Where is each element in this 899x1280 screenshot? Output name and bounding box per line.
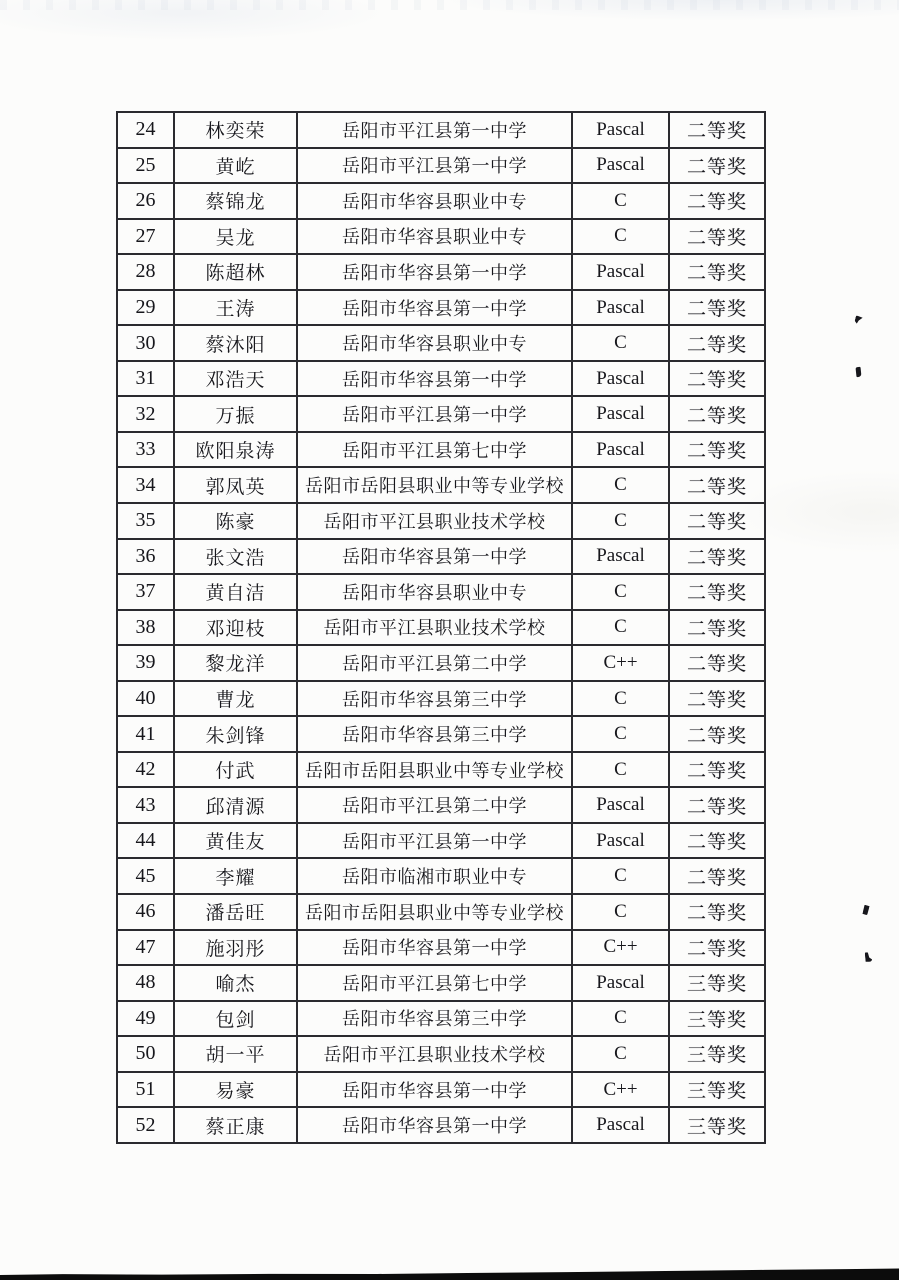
cell-award: 二等奖 bbox=[669, 752, 765, 788]
cell-language: Pascal bbox=[572, 1107, 669, 1143]
cell-award: 二等奖 bbox=[669, 112, 765, 148]
table-row bbox=[117, 1072, 765, 1108]
cell-language: Pascal bbox=[572, 290, 669, 326]
cell-school: 岳阳市华容县第一中学 bbox=[297, 1072, 572, 1108]
cell-award: 二等奖 bbox=[669, 823, 765, 859]
award-table-body bbox=[117, 112, 765, 1143]
cell-school: 岳阳市岳阳县职业中等专业学校 bbox=[297, 894, 572, 930]
cell-school: 岳阳市华容县职业中专 bbox=[297, 219, 572, 255]
cell-name: 邓浩天 bbox=[174, 361, 297, 397]
cell-school: 岳阳市临湘市职业中专 bbox=[297, 858, 572, 894]
cell-name: 陈豪 bbox=[174, 503, 297, 539]
cell-no: 44 bbox=[117, 823, 174, 859]
cell-school: 岳阳市华容县第一中学 bbox=[297, 930, 572, 966]
cell-school: 岳阳市华容县职业中专 bbox=[297, 183, 572, 219]
cell-name: 邓迎枝 bbox=[174, 610, 297, 646]
cell-name: 邱清源 bbox=[174, 787, 297, 823]
cell-school: 岳阳市岳阳县职业中等专业学校 bbox=[297, 752, 572, 788]
cell-school: 岳阳市华容县第三中学 bbox=[297, 681, 572, 717]
cell-award: 二等奖 bbox=[669, 396, 765, 432]
cell-school: 岳阳市华容县职业中专 bbox=[297, 325, 572, 361]
cell-name: 易豪 bbox=[174, 1072, 297, 1108]
cell-language: Pascal bbox=[572, 361, 669, 397]
cell-name: 王涛 bbox=[174, 290, 297, 326]
cell-name: 张文浩 bbox=[174, 539, 297, 575]
cell-language: C bbox=[572, 503, 669, 539]
cell-school: 岳阳市华容县第一中学 bbox=[297, 539, 572, 575]
cell-language: C bbox=[572, 894, 669, 930]
cell-award: 二等奖 bbox=[669, 503, 765, 539]
table-row bbox=[117, 361, 765, 397]
cell-name: 付武 bbox=[174, 752, 297, 788]
cell-no: 24 bbox=[117, 112, 174, 148]
cell-language: C bbox=[572, 219, 669, 255]
table-row bbox=[117, 930, 765, 966]
cell-school: 岳阳市平江县第七中学 bbox=[297, 965, 572, 1001]
cell-award: 二等奖 bbox=[669, 148, 765, 184]
award-table bbox=[116, 111, 766, 1144]
cell-no: 27 bbox=[117, 219, 174, 255]
cell-no: 35 bbox=[117, 503, 174, 539]
cell-no: 42 bbox=[117, 752, 174, 788]
cell-award: 二等奖 bbox=[669, 574, 765, 610]
cell-school: 岳阳市华容县第一中学 bbox=[297, 290, 572, 326]
cell-name: 万振 bbox=[174, 396, 297, 432]
cell-no: 38 bbox=[117, 610, 174, 646]
cell-language: C bbox=[572, 1036, 669, 1072]
cell-award: 二等奖 bbox=[669, 219, 765, 255]
table-row bbox=[117, 467, 765, 503]
cell-school: 岳阳市平江县第二中学 bbox=[297, 645, 572, 681]
cell-award: 二等奖 bbox=[669, 467, 765, 503]
cell-school: 岳阳市华容县职业中专 bbox=[297, 574, 572, 610]
table-row bbox=[117, 716, 765, 752]
table-row bbox=[117, 539, 765, 575]
cell-language: Pascal bbox=[572, 823, 669, 859]
table-row bbox=[117, 1001, 765, 1037]
cell-no: 51 bbox=[117, 1072, 174, 1108]
cell-school: 岳阳市平江县第二中学 bbox=[297, 787, 572, 823]
cell-name: 蔡锦龙 bbox=[174, 183, 297, 219]
cell-name: 朱剑锋 bbox=[174, 716, 297, 752]
cell-no: 40 bbox=[117, 681, 174, 717]
cell-name: 黄自洁 bbox=[174, 574, 297, 610]
cell-award: 三等奖 bbox=[669, 1036, 765, 1072]
cell-language: Pascal bbox=[572, 112, 669, 148]
cell-no: 25 bbox=[117, 148, 174, 184]
cell-award: 二等奖 bbox=[669, 290, 765, 326]
cell-no: 48 bbox=[117, 965, 174, 1001]
cell-name: 蔡正康 bbox=[174, 1107, 297, 1143]
cell-award: 二等奖 bbox=[669, 716, 765, 752]
cell-no: 31 bbox=[117, 361, 174, 397]
cell-school: 岳阳市华容县第一中学 bbox=[297, 361, 572, 397]
scan-noise-top bbox=[0, 0, 899, 10]
table-row bbox=[117, 325, 765, 361]
cell-award: 二等奖 bbox=[669, 930, 765, 966]
cell-award: 二等奖 bbox=[669, 183, 765, 219]
cell-language: C bbox=[572, 752, 669, 788]
cell-name: 潘岳旺 bbox=[174, 894, 297, 930]
table-row bbox=[117, 574, 765, 610]
cell-language: Pascal bbox=[572, 396, 669, 432]
cell-name: 李耀 bbox=[174, 858, 297, 894]
table-row bbox=[117, 610, 765, 646]
cell-name: 吴龙 bbox=[174, 219, 297, 255]
cell-language: Pascal bbox=[572, 539, 669, 575]
cell-award: 二等奖 bbox=[669, 432, 765, 468]
table-row bbox=[117, 681, 765, 717]
cell-language: C bbox=[572, 716, 669, 752]
cell-award: 二等奖 bbox=[669, 539, 765, 575]
cell-award: 二等奖 bbox=[669, 254, 765, 290]
cell-award: 二等奖 bbox=[669, 681, 765, 717]
table-row bbox=[117, 148, 765, 184]
cell-school: 岳阳市华容县第三中学 bbox=[297, 716, 572, 752]
cell-name: 喻杰 bbox=[174, 965, 297, 1001]
cell-name: 胡一平 bbox=[174, 1036, 297, 1072]
cell-language: Pascal bbox=[572, 254, 669, 290]
cell-award: 二等奖 bbox=[669, 325, 765, 361]
cell-language: Pascal bbox=[572, 148, 669, 184]
cell-award: 二等奖 bbox=[669, 361, 765, 397]
cell-language: Pascal bbox=[572, 965, 669, 1001]
cell-language: C bbox=[572, 1001, 669, 1037]
cell-name: 包剑 bbox=[174, 1001, 297, 1037]
cell-school: 岳阳市岳阳县职业中等专业学校 bbox=[297, 467, 572, 503]
table-row bbox=[117, 1036, 765, 1072]
cell-language: C++ bbox=[572, 930, 669, 966]
table-row bbox=[117, 752, 765, 788]
table-row bbox=[117, 858, 765, 894]
cell-no: 28 bbox=[117, 254, 174, 290]
table-row bbox=[117, 823, 765, 859]
cell-school: 岳阳市平江县职业技术学校 bbox=[297, 610, 572, 646]
table-row bbox=[117, 645, 765, 681]
cell-school: 岳阳市平江县第一中学 bbox=[297, 112, 572, 148]
ink-speck bbox=[862, 905, 869, 916]
table-row bbox=[117, 432, 765, 468]
table-row bbox=[117, 1107, 765, 1143]
table-row bbox=[117, 290, 765, 326]
cell-language: Pascal bbox=[572, 432, 669, 468]
cell-language: Pascal bbox=[572, 787, 669, 823]
cell-no: 47 bbox=[117, 930, 174, 966]
cell-award: 二等奖 bbox=[669, 787, 765, 823]
cell-school: 岳阳市平江县职业技术学校 bbox=[297, 1036, 572, 1072]
cell-no: 43 bbox=[117, 787, 174, 823]
cell-school: 岳阳市华容县第一中学 bbox=[297, 254, 572, 290]
cell-language: C++ bbox=[572, 1072, 669, 1108]
cell-award: 三等奖 bbox=[669, 1001, 765, 1037]
cell-language: C bbox=[572, 183, 669, 219]
cell-no: 34 bbox=[117, 467, 174, 503]
ink-speck bbox=[865, 952, 873, 962]
cell-language: C bbox=[572, 681, 669, 717]
cell-school: 岳阳市平江县职业技术学校 bbox=[297, 503, 572, 539]
cell-name: 欧阳泉涛 bbox=[174, 432, 297, 468]
cell-no: 45 bbox=[117, 858, 174, 894]
table-row bbox=[117, 965, 765, 1001]
cell-school: 岳阳市平江县第七中学 bbox=[297, 432, 572, 468]
cell-award: 三等奖 bbox=[669, 1072, 765, 1108]
cell-name: 曹龙 bbox=[174, 681, 297, 717]
ink-speck bbox=[855, 367, 861, 377]
cell-school: 岳阳市华容县第一中学 bbox=[297, 1107, 572, 1143]
cell-award: 三等奖 bbox=[669, 965, 765, 1001]
cell-name: 陈超林 bbox=[174, 254, 297, 290]
cell-language: C bbox=[572, 574, 669, 610]
cell-award: 二等奖 bbox=[669, 645, 765, 681]
cell-award: 三等奖 bbox=[669, 1107, 765, 1143]
cell-language: C bbox=[572, 467, 669, 503]
cell-school: 岳阳市平江县第一中学 bbox=[297, 148, 572, 184]
cell-no: 26 bbox=[117, 183, 174, 219]
cell-no: 50 bbox=[117, 1036, 174, 1072]
cell-award: 二等奖 bbox=[669, 894, 765, 930]
cell-no: 46 bbox=[117, 894, 174, 930]
cell-name: 黄佳友 bbox=[174, 823, 297, 859]
cell-name: 黄屹 bbox=[174, 148, 297, 184]
table-row bbox=[117, 894, 765, 930]
cell-no: 52 bbox=[117, 1107, 174, 1143]
cell-no: 37 bbox=[117, 574, 174, 610]
cell-language: C bbox=[572, 858, 669, 894]
ink-speck bbox=[854, 315, 863, 324]
cell-no: 33 bbox=[117, 432, 174, 468]
table-row bbox=[117, 219, 765, 255]
cell-award: 二等奖 bbox=[669, 610, 765, 646]
cell-name: 林奕荣 bbox=[174, 112, 297, 148]
table-row bbox=[117, 787, 765, 823]
cell-school: 岳阳市平江县第一中学 bbox=[297, 823, 572, 859]
cell-school: 岳阳市华容县第三中学 bbox=[297, 1001, 572, 1037]
cell-language: C bbox=[572, 325, 669, 361]
table-row bbox=[117, 503, 765, 539]
cell-no: 36 bbox=[117, 539, 174, 575]
cell-name: 黎龙洋 bbox=[174, 645, 297, 681]
table-row bbox=[117, 183, 765, 219]
cell-no: 49 bbox=[117, 1001, 174, 1037]
table-row bbox=[117, 112, 765, 148]
cell-no: 29 bbox=[117, 290, 174, 326]
cell-award: 二等奖 bbox=[669, 858, 765, 894]
cell-no: 39 bbox=[117, 645, 174, 681]
cell-language: C++ bbox=[572, 645, 669, 681]
table-row bbox=[117, 254, 765, 290]
cell-no: 41 bbox=[117, 716, 174, 752]
cell-no: 32 bbox=[117, 396, 174, 432]
cell-language: C bbox=[572, 610, 669, 646]
scan-edge-band bbox=[0, 1266, 899, 1280]
cell-school: 岳阳市平江县第一中学 bbox=[297, 396, 572, 432]
table-row bbox=[117, 396, 765, 432]
cell-name: 郭凤英 bbox=[174, 467, 297, 503]
cell-no: 30 bbox=[117, 325, 174, 361]
cell-name: 施羽彤 bbox=[174, 930, 297, 966]
cell-name: 蔡沐阳 bbox=[174, 325, 297, 361]
